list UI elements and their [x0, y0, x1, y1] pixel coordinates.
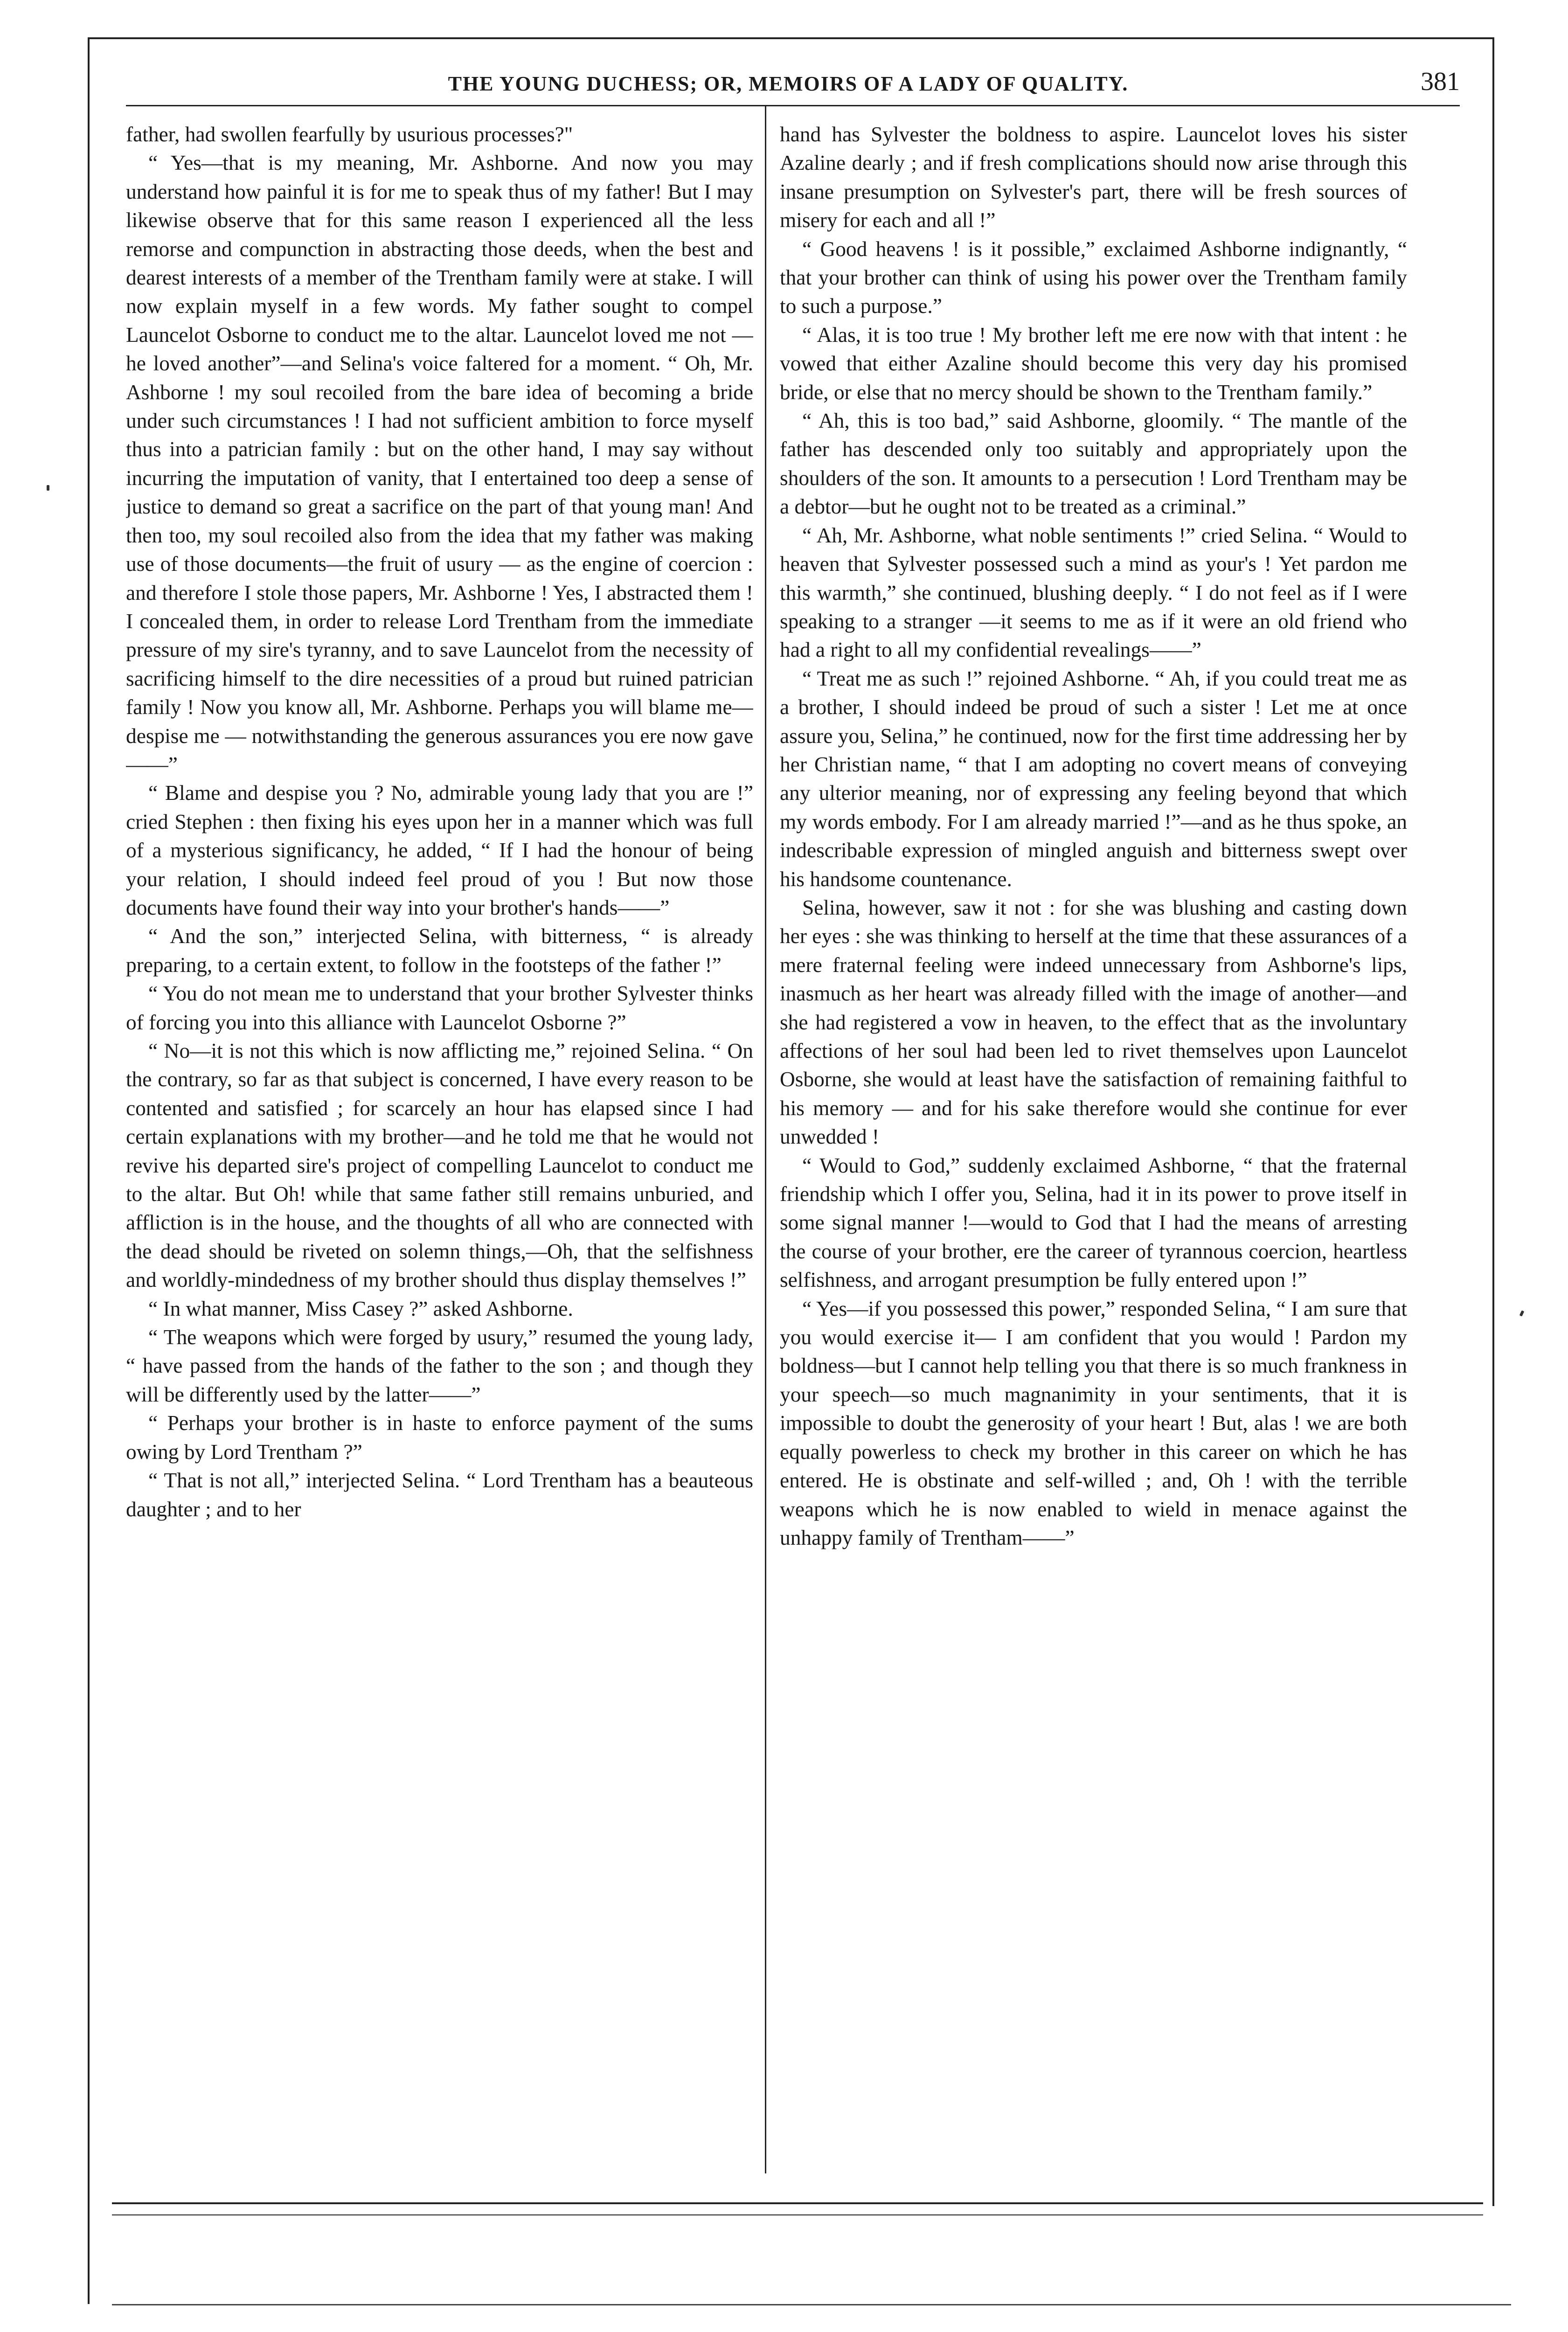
page-header: [126, 67, 1460, 107]
paragraph: “ Alas, it is too true ! My brother left me ere now with that intent : he vowed that either Azaline should become this very day his promised bride, or else that no mercy should be shown to the Trentham family.”: [780, 323, 1407, 404]
paragraph: “ Good heavens ! is it possible,” exclaimed Ashborne indignantly, “ that your brother can think of using his power over the Trentham family to such a purpose.”: [780, 237, 1407, 318]
ink-speck: [47, 485, 49, 491]
paragraph: “ Yes—that is my meaning, Mr. Ashborne. And now you may understand how painful it is for me to speak thus of my father! But I may likewise observe that for this same reason I experienced all the less remorse and compunction in abstracting those deeds, when the best and dearest interests of a member of the Trentham family were at stake. I will now explain myself in a few words. My father sought to compel Launcelot Osborne to conduct me to the altar. Launcelot loved me not —he loved another”—and Selina's voice faltered for a moment. “ Oh, Mr. Ashborne ! my soul recoiled from the bare idea of becoming a bride under such circumstances ! I had not sufficient ambition to force myself thus into a patrician family : but on the other hand, I may say without incurring the imputation of vanity, that I entertained too deep a sense of justice to demand so great a sacrifice on the part of that young man! And then too, my soul recoiled also from the idea that my father was making use of those documents—the fruit of usury — as the engine of coercion : and therefore I stole those papers, Mr. Ashborne ! Yes, I abstracted them ! I concealed them, in order to release Lord Trentham from the immediate pressure of my sire's tyranny, and to save Launcelot from the necessity of sacrificing himself to the dire necessities of a proud but ruined patrician family ! Now you know all, Mr. Ashborne. Perhaps you will blame me—despise me — notwithstanding the generous assurances you ere now gave——”: [126, 151, 753, 776]
running-title: THE YOUNG DUCHESS; OR, MEMOIRS OF A LADY OF QUALITY.: [448, 72, 1129, 95]
header-rule: [126, 105, 1460, 106]
paragraph: “ And the son,” interjected Selina, with bitterness, “ is already preparing, to a certain extent, to follow in the footsteps of the father !”: [126, 924, 753, 977]
paragraph: “ Yes—if you possessed this power,” responded Selina, “ I am sure that you would exercise it— I am confident that you would ! Pardon my boldness—but I cannot help telling you that there is so much frankness in your speech—so much magnanimity in your sentiments, that it is impossible to doubt the generosity of your heart ! But, alas ! we are both equally powerless to check my brother in this career on which he has entered. He is obstinate and self-willed ; and, Oh ! with the terrible weapons which he is now enabled to wield in menace against the unhappy family of Trentham——”: [780, 1297, 1407, 1549]
paragraph: “ Perhaps your brother is in haste to enforce payment of the sums owing by Lord Trentham ?”: [126, 1411, 753, 1464]
paragraph: “ In what manner, Miss Casey ?” asked Ashborne.: [148, 1297, 573, 1320]
paragraph: “ No—it is not this which is now afflicting me,” rejoined Selina. “ On the contrary, so far as that subject is concerned, I have every reason to be contented and satisfied ; for scarcely an hour has elapsed since I had certain explanations with my brother—and he told me that he would not revive his departed sire's project of compelling Launcelot to conduct me to the altar. But Oh! while that same father still remains unburied, and affliction is in the house, and the thoughts of all who are connected with the dead should be riveted on solemn things,—Oh, that the selfishness and worldly-mindedness of my brother should thus display themselves !”: [126, 1039, 753, 1292]
right-column: [780, 120, 1407, 2172]
paragraph: “ Treat me as such !” rejoined Ashborne. “ Ah, if you could treat me as a brother, I should indeed be proud of such a sister ! Let me at once assure you, Selina,” he continued, now for the first time addressing her by her Christian name, “ that I am adopting no covert means of conveying any ulterior meaning, nor of expressing any feeling beyond that which my words embody. For I am already married !”—and as he thus spoke, an indescribable expression of mingled anguish and bitterness swept over his handsome countenance.: [780, 666, 1407, 891]
footer-rule: [112, 2202, 1483, 2204]
paragraph: “ Ah, Mr. Ashborne, what noble sentiments !” cried Selina. “ Would to heaven that Sylvester possessed such a mind as your's ! Yet pardon me this warmth,” she continued, blushing deeply. “ I do not feel as if I were speaking to a stranger —it seems to me as if it were an old friend who had a right to all my confidential revealings——”: [780, 523, 1407, 662]
page-frame-left: [88, 37, 90, 2304]
paragraph: “ Ah, this is too bad,” said Ashborne, gloomily. “ The mantle of the father has descended only too suitably and appropriately upon the shoulders of the son. It amounts to a persecution ! Lord Trentham may be a debtor—but he ought not to be treated as a criminal.”: [780, 409, 1407, 519]
paragraph: father, had swollen fearfully by usurious processes?": [126, 123, 573, 146]
paragraph: “ That is not all,” interjected Selina. “ Lord Trentham has a beauteous daughter ; and to her: [126, 1469, 753, 1521]
footer-rule: [112, 2214, 1483, 2215]
paragraph: “ Blame and despise you ? No, admirable young lady that you are !” cried Stephen : then fixing his eyes upon her in a manner which was full of a mysterious significancy, he added, “ If I had the honour of being your relation, I should indeed feel proud of you ! But now those documents have found their way into your brother's hands——”: [126, 781, 753, 919]
column-divider: [765, 106, 766, 2173]
left-column: [126, 120, 753, 2172]
paragraph: Selina, however, saw it not : for she was blushing and casting down her eyes : she was thinking to herself at the time that these assurances of a mere fraternal feeling were indeed unnecessary from Ashborne's lips, inasmuch as her heart was already filled with the image of another—and she had registered a vow in heaven, to the effect that as the involuntary affections of her soul had been led to rivet themselves upon Launcelot Osborne, she would at least have the satisfaction of remaining faithful to his memory — and for his sake therefore would she continue for ever unwedded !: [780, 895, 1407, 1149]
page-frame-top: [88, 37, 1494, 39]
paragraph: “ You do not mean me to understand that your brother Sylvester thinks of forcing you into this alliance with Launcelot Osborne ?”: [126, 982, 753, 1034]
paragraph: “ The weapons which were forged by usury,” resumed the young lady, “ have passed from the hands of the father to the son ; and though they will be differently used by the latter——”: [126, 1326, 753, 1406]
paragraph: “ Would to God,” suddenly exclaimed Ashborne, “ that the fraternal friendship which I offer you, Selina, had it in its power to prove itself in some signal manner !—would to God that I had the means of arresting the course of your brother, ere the career of tyrannous coercion, heartless selfishness, and arrogant presumption be fully entered upon !”: [780, 1153, 1407, 1292]
paragraph: hand has Sylvester the boldness to aspire. Launcelot loves his sister Azaline dearly ; and if fresh complications should now arise through this insane presumption on Sylvester's part, there will be fresh sources of misery for each and all !”: [780, 123, 1407, 232]
ink-speck: [1519, 1310, 1525, 1316]
page-frame-right: [1492, 37, 1494, 2206]
page-number: 381: [1421, 67, 1460, 96]
page-edge-rule: [112, 2304, 1511, 2305]
